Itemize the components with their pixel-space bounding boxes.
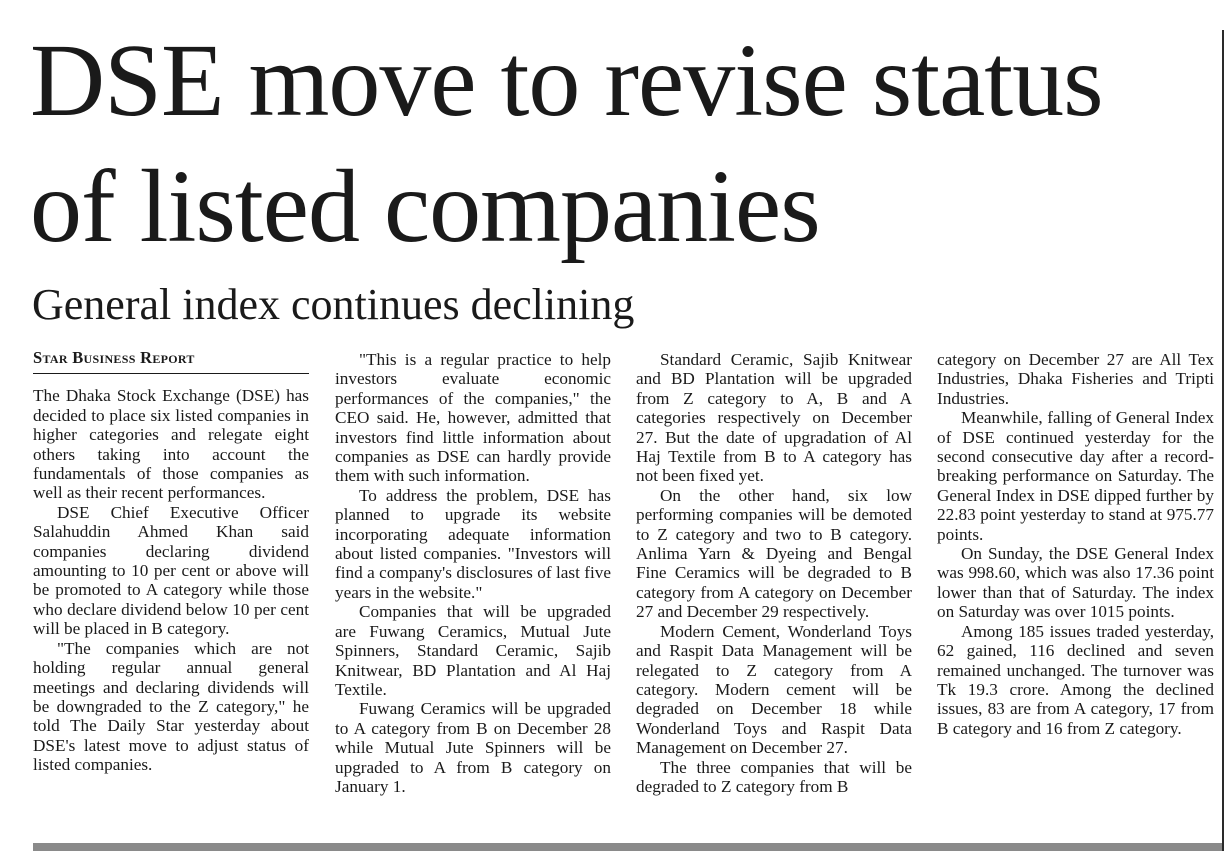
paragraph: On the other hand, six low performing companies will be demoted to Z category and two to B category. Anlima Yarn & Dyeing and Bengal Fine Ceramics will be degraded to B category from A category on December 27 and December 29 respectively. <box>636 485 912 622</box>
bottom-divider <box>33 843 1222 851</box>
article-column-2 <box>335 350 611 796</box>
headline-line-1: DSE move to revise status <box>30 23 1103 138</box>
paragraph: DSE Chief Executive Officer Salahuddin Ahmed Khan said companies declaring dividend amounting to 10 per cent or above will be promoted to A category while those who declare dividend below 10 per cent will be placed in B category. <box>33 502 309 639</box>
paragraph: Standard Ceramic, Sajib Knitwear and BD Plantation will be upgraded from Z category to A, B and A categories respectively on December 27. But the date of upgradation of Al Haj Textile from B to A category has not been fixed yet. <box>636 350 912 486</box>
subheadline: General index continues declining <box>32 280 635 329</box>
paragraph: Modern Cement, Wonderland Toys and Raspit Data Management will be relegated to Z category from A category. Modern cement will be degraded on December 18 while Wonderland Toys and Raspit Data Management on December 27. <box>636 621 912 758</box>
paragraph: The Dhaka Stock Exchange (DSE) has decided to place six listed companies in higher categories and relegate eight others taking into account the fundamentals of those companies as well as their recent performances. <box>33 386 309 503</box>
paragraph: To address the problem, DSE has planned to upgrade its website incorporating adequate information about listed companies. "Investors will find a company's disclosures of last five years in the website." <box>335 485 611 602</box>
column-rule <box>1222 30 1224 851</box>
headline-line-2: of listed companies <box>30 149 820 264</box>
article-column-4 <box>937 350 1214 738</box>
paragraph: Among 185 issues traded yesterday, 62 gained, 116 declined and seven remained unchanged. The turnover was Tk 19.3 crore. Among the declined issues, 83 are from A category, 17 from B category and 16 from Z category. <box>937 621 1214 738</box>
headline <box>30 18 1220 270</box>
paragraph: The three companies that will be degraded to Z category from B <box>636 757 912 796</box>
paragraph: "This is a regular practice to help investors evaluate economic performances of the companies," the CEO said. He, however, admitted that investors find little information about companies as DSE can hardly provide them with such information. <box>335 350 611 486</box>
paragraph: Companies that will be upgraded are Fuwang Ceramics, Mutual Jute Spinners, Standard Ceramic, Sajib Knitwear, BD Plantation and Al Haj Textile. <box>335 602 611 699</box>
paragraph: category on December 27 are All Tex Industries, Dhaka Fisheries and Tripti Industries. <box>937 350 1214 408</box>
paragraph: On Sunday, the DSE General Index was 998.60, which was also 17.36 point lower than that of Saturday. The index on Saturday was over 1015 points. <box>937 544 1214 622</box>
paragraph: Fuwang Ceramics will be upgraded to A category from B on December 28 while Mutual Jute Spinners will be upgraded to A from B category on January 1. <box>335 699 611 796</box>
byline: Star Business Report <box>33 348 309 374</box>
article-column-3 <box>636 350 912 796</box>
paragraph: "The companies which are not holding regular annual general meetings and declaring dividends will be downgraded to the Z category," he told The Daily Star yesterday about DSE's latest move to adjust status of listed companies. <box>33 638 309 775</box>
paragraph: Meanwhile, falling of General Index of DSE continued yesterday for the second consecutive day after a record-breaking performance on Saturday. The General Index in DSE dipped further by 22.83 point yesterday to stand at 975.77 points. <box>937 408 1214 544</box>
article-column-1 <box>33 348 309 775</box>
